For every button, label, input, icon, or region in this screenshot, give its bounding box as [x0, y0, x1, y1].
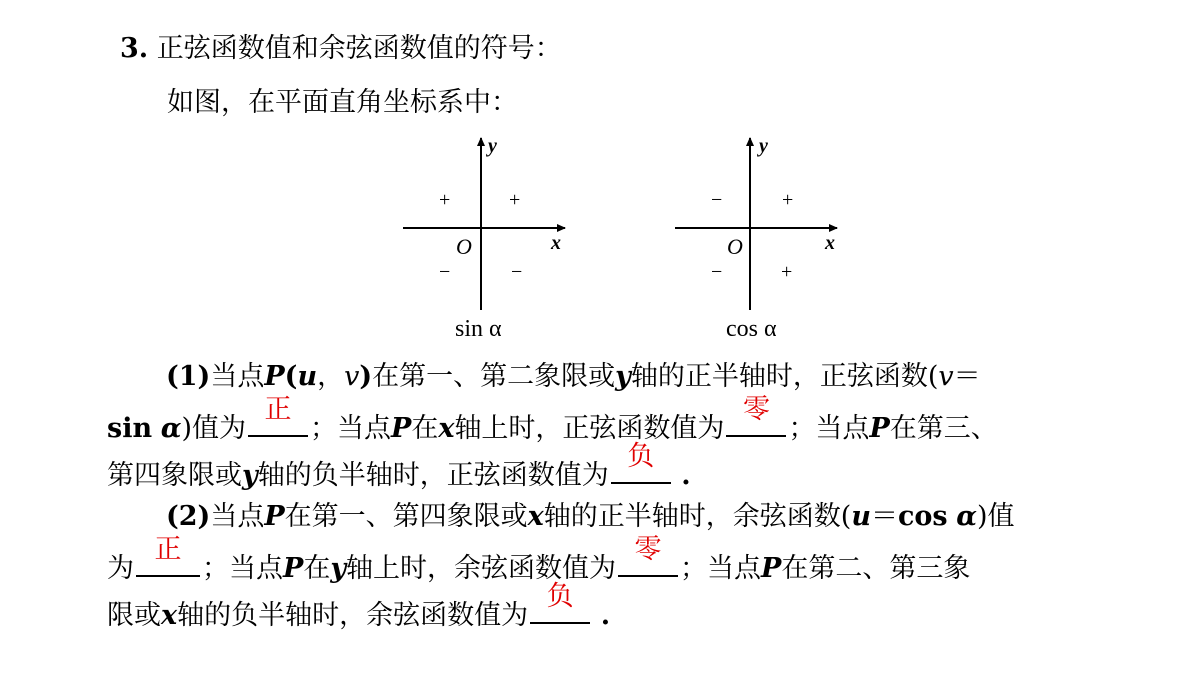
period: .: [681, 460, 691, 491]
answer-negative: 负: [546, 581, 574, 612]
p1-text: 在第三、: [889, 413, 998, 444]
var-u: u: [851, 501, 871, 532]
p1-line-2: [107, 394, 998, 444]
y-axis-label: y: [759, 135, 768, 157]
p1-text: 在: [411, 413, 439, 444]
p1-text: 第四象限或: [107, 460, 242, 491]
answer-blank: [248, 394, 308, 437]
p1-text: ；当点: [310, 413, 392, 444]
equals-sign: ＝: [870, 501, 898, 532]
answer-zero: 零: [634, 534, 662, 565]
quadrant-4-sign: +: [781, 261, 793, 283]
answer-blank: [530, 581, 590, 624]
y-axis-label: y: [488, 135, 497, 157]
p2-text: 为: [107, 553, 134, 584]
intro-text: 如图，在平面直角坐标系中：: [167, 87, 518, 118]
p1-line-3: [107, 441, 691, 491]
var-x: x: [527, 501, 544, 532]
quadrant-1-sign: +: [782, 189, 794, 211]
quadrant-3-sign: −: [439, 261, 451, 283]
point-P: P: [264, 361, 285, 392]
p2-line-2: [107, 534, 971, 584]
var-x: x: [438, 413, 455, 444]
answer-positive: 正: [264, 394, 292, 425]
comma: ，: [317, 361, 345, 392]
p2-text: 限或: [107, 600, 161, 631]
sin-func: sin: [107, 413, 153, 444]
diagram-caption: cos α: [726, 316, 777, 342]
diagram-caption: sin α: [455, 316, 502, 342]
p1-number: (1): [166, 361, 211, 392]
var-y: y: [615, 361, 631, 392]
period: .: [600, 600, 611, 631]
answer-zero: 零: [742, 394, 770, 425]
quadrant-2-sign: −: [711, 189, 723, 211]
x-axis-label: x: [551, 232, 561, 254]
point-P: P: [761, 553, 782, 584]
answer-blank: [611, 441, 671, 484]
p2-text: 在第一、第四象限或: [284, 501, 528, 532]
p2-number: (2): [166, 501, 211, 532]
answer-blank: [618, 534, 678, 577]
p2-text: 在: [303, 553, 331, 584]
p2-text: 轴的负半轴时，余弦函数值为: [177, 600, 529, 631]
p2-text: 当点: [210, 501, 265, 532]
p2-text: 在第二、第三象: [781, 553, 971, 584]
var-v: v: [938, 361, 954, 392]
p2-text: 轴的正半轴时，余弦函数(: [543, 501, 852, 532]
var-alpha: α: [160, 413, 182, 444]
origin-label: O: [727, 234, 743, 259]
cos-sign-diagram: [667, 130, 847, 345]
point-P: P: [391, 413, 412, 444]
point-P: P: [869, 413, 890, 444]
p2-text: ；当点: [680, 553, 762, 584]
var-alpha: α: [956, 501, 977, 532]
var-v: v: [344, 361, 360, 392]
heading-number: 3: [120, 33, 139, 64]
quadrant-3-sign: −: [711, 261, 723, 283]
quadrant-2-sign: +: [439, 189, 451, 211]
p1-text: ；当点: [788, 413, 870, 444]
answer-blank: [136, 534, 200, 577]
answer-positive: 正: [154, 534, 182, 565]
paren: ): [359, 361, 373, 392]
point-P: P: [264, 501, 285, 532]
p1-text: 轴上时，正弦函数值为: [454, 413, 725, 444]
p1-line-1: [166, 362, 981, 392]
heading-sep: .: [138, 33, 149, 64]
section-heading: [120, 34, 562, 64]
x-axis-label: x: [825, 232, 835, 254]
sin-sign-diagram: [395, 130, 575, 345]
var-x: x: [161, 600, 178, 631]
var-y: y: [330, 553, 347, 584]
var-u: u: [297, 361, 318, 392]
quadrant-4-sign: −: [511, 261, 523, 283]
p1-text: 轴的负半轴时，正弦函数值为: [257, 460, 609, 491]
p1-text: 当点: [210, 361, 265, 392]
p2-text: ；当点: [202, 553, 283, 584]
point-P: P: [283, 553, 304, 584]
cos-func: cos: [897, 501, 948, 532]
equals-sign: ＝: [953, 361, 981, 392]
heading-title: 正弦函数值和余弦函数值的符号：: [156, 33, 562, 64]
p2-text: 轴上时，余弦函数值为: [346, 553, 617, 584]
quadrant-1-sign: +: [509, 189, 521, 211]
p1-text: )值为: [181, 413, 247, 444]
answer-blank: [726, 394, 786, 437]
p1-text: 轴的正半轴时，正弦函数(: [630, 361, 939, 392]
p2-line-3: [107, 581, 611, 631]
p2-line-1: [166, 502, 1015, 532]
p2-text: )值: [976, 501, 1015, 532]
var-y: y: [242, 460, 258, 491]
paren: (: [284, 361, 298, 392]
origin-label: O: [456, 234, 472, 259]
p1-text: 在第一、第二象限或: [372, 361, 616, 392]
answer-negative: 负: [627, 441, 655, 472]
